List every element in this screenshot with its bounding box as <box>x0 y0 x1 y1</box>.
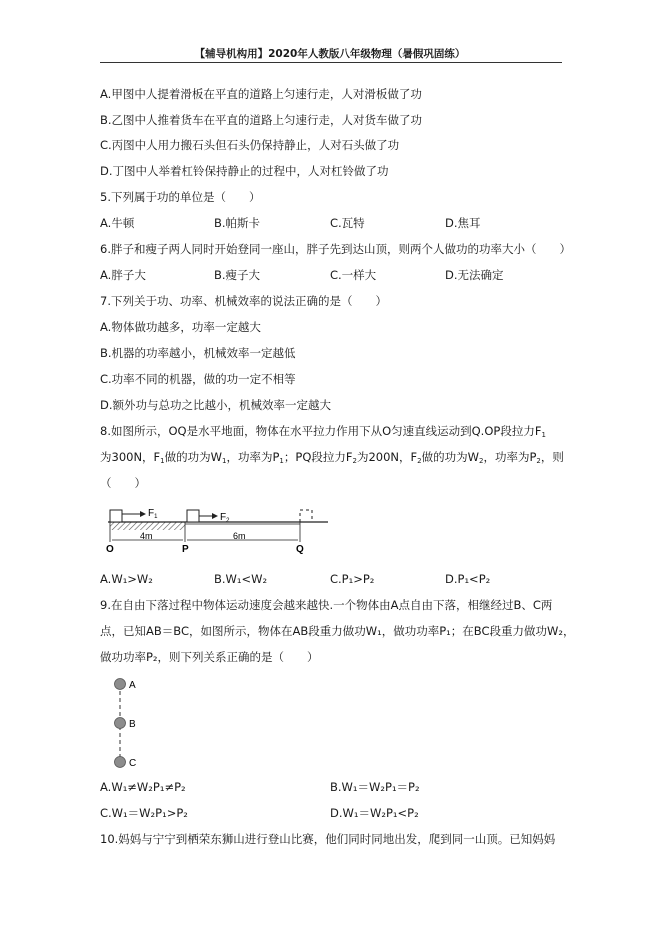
q7-stem: 7.下列关于功、功率、机械效率的说法正确的是（ ） <box>100 294 387 308</box>
label-a: A <box>129 680 136 691</box>
label-f1: $F_1$ <box>148 508 158 520</box>
q5-option-b: B.帕斯卡 <box>214 216 261 230</box>
q7-option-b: B.机器的功率越小，机械效率一定越低 <box>100 346 296 360</box>
q7-option-a: A.物体做功越多，功率一定越大 <box>100 320 261 334</box>
q9-option-b: B.W₁＝W₂P₁＝P₂ <box>330 780 420 794</box>
q8-text: ，则 <box>540 450 564 464</box>
q7-option-c: C.功率不同的机器，做的功一定不相等 <box>100 372 296 386</box>
ball-c <box>115 757 126 768</box>
q8-subscript: 2 <box>536 457 541 465</box>
q8-text: ，功率为P <box>226 450 280 464</box>
q5-option-c: C.瓦特 <box>330 216 365 230</box>
q4-option-d: D.丁图中人举着杠铃保持静止的过程中，人对杠铃做了功 <box>100 164 389 178</box>
q8-stem-line1 <box>100 424 546 442</box>
block-at-o <box>110 510 122 522</box>
label-4m: 4m <box>140 531 153 541</box>
q8-option-b: B.W₁<W₂ <box>214 572 268 586</box>
label-6m: 6m <box>233 531 246 541</box>
label-p: P <box>182 544 189 555</box>
q7-option-d: D.额外功与总功之比越小，机械效率一定越大 <box>100 398 332 412</box>
q5-stem: 5.下列属于功的单位是（ ） <box>100 190 261 204</box>
q8-option-a: A.W₁>W₂ <box>100 572 153 586</box>
q9-stem-line1: 9.在自由下落过程中物体运动速度会越来越快.一个物体由A点自由下落，相继经过B、C两 <box>100 598 553 612</box>
force-arrow-f2-head <box>212 513 218 519</box>
q5-option-d: D.焦耳 <box>445 216 481 230</box>
force-arrow-f1-head <box>140 511 146 517</box>
q8-text: 做的功为W <box>421 450 479 464</box>
q9-option-c: C.W₁＝W₂P₁>P₂ <box>100 806 188 820</box>
q8-stem-line3: （ ） <box>100 476 146 490</box>
q9-stem-line3: 做功功率P₂，则下列关系正确的是（ ） <box>100 650 319 664</box>
block-at-p <box>187 510 199 522</box>
q8-subscript: 1 <box>541 431 546 439</box>
q8-option-c: C.P₁>P₂ <box>330 572 375 586</box>
q4-option-a: A.甲图中人提着滑板在平直的道路上匀速行走，人对滑板做了功 <box>100 87 422 101</box>
label-o: O <box>106 544 114 555</box>
ball-a <box>115 679 126 690</box>
q8-subscript: 2 <box>478 457 484 465</box>
label-c: C <box>129 758 137 769</box>
q6-stem: 6.胖子和瘦子两人同时开始登同一座山，胖子先到达山顶，则两个人做功的功率大小（ ） <box>100 242 571 256</box>
q8-subscript: 2 <box>352 457 357 465</box>
q5-option-a: A.牛顿 <box>100 216 135 230</box>
q4-option-c: C.丙图中人用力搬石头但石头仍保持静止，人对石头做了功 <box>100 138 400 152</box>
label-b: B <box>129 719 136 730</box>
q6-option-a: A.胖子大 <box>100 268 146 282</box>
q8-text: ；PQ段拉力F <box>283 450 353 464</box>
q8-subscript: 1 <box>279 457 284 465</box>
ball-b <box>115 718 126 729</box>
q8-text: 做的功为W <box>164 450 223 464</box>
q8-motion-diagram <box>100 502 340 558</box>
q9-stem-line2: 点，已知AB＝BC，如图所示，物体在AB段重力做功W₁，做功功率P₁；在BC段重力做功W₂， <box>100 624 575 638</box>
q8-text: 8.如图所示，OQ是水平地面，物体在水平拉力作用下从O匀速直线运动到Q.OP段拉力F <box>100 424 542 438</box>
q8-text: 为200N，F <box>356 450 418 464</box>
block-at-q-dashed <box>300 510 312 522</box>
q8-subscript: 1 <box>222 457 227 465</box>
q6-option-b: B.瘦子大 <box>214 268 261 282</box>
page-header: 【辅导机构用】2020年人教版八年级物理（暑假巩固练） <box>194 48 466 60</box>
q6-option-c: C.一样大 <box>330 268 377 282</box>
q8-stem-line2 <box>100 450 564 468</box>
q8-option-d: D.P₁<P₂ <box>445 572 491 586</box>
q6-option-d: D.无法确定 <box>445 268 504 282</box>
rough-surface-hatch <box>110 522 185 530</box>
q8-text: 为300N，F <box>100 450 161 464</box>
header-divider <box>100 62 562 63</box>
label-q: Q <box>296 544 304 555</box>
q8-text: ，功率为P <box>483 450 537 464</box>
q8-subscript: 1 <box>160 457 165 465</box>
q10-stem-line1: 10.妈妈与宁宁到栖荣东狮山进行登山比赛，他们同时同地出发，爬到同一山顶。已知妈妈 <box>100 832 556 846</box>
q9-option-d: D.W₁＝W₂P₁<P₂ <box>330 806 419 820</box>
q4-option-b: B.乙图中人推着货车在平直的道路上匀速行走，人对货车做了功 <box>100 113 423 127</box>
q8-subscript: 2 <box>417 457 422 465</box>
q9-falling-diagram <box>108 674 158 770</box>
q9-option-a: A.W₁≠W₂P₁≠P₂ <box>100 780 186 794</box>
label-f2: $F_2$ <box>220 512 230 524</box>
